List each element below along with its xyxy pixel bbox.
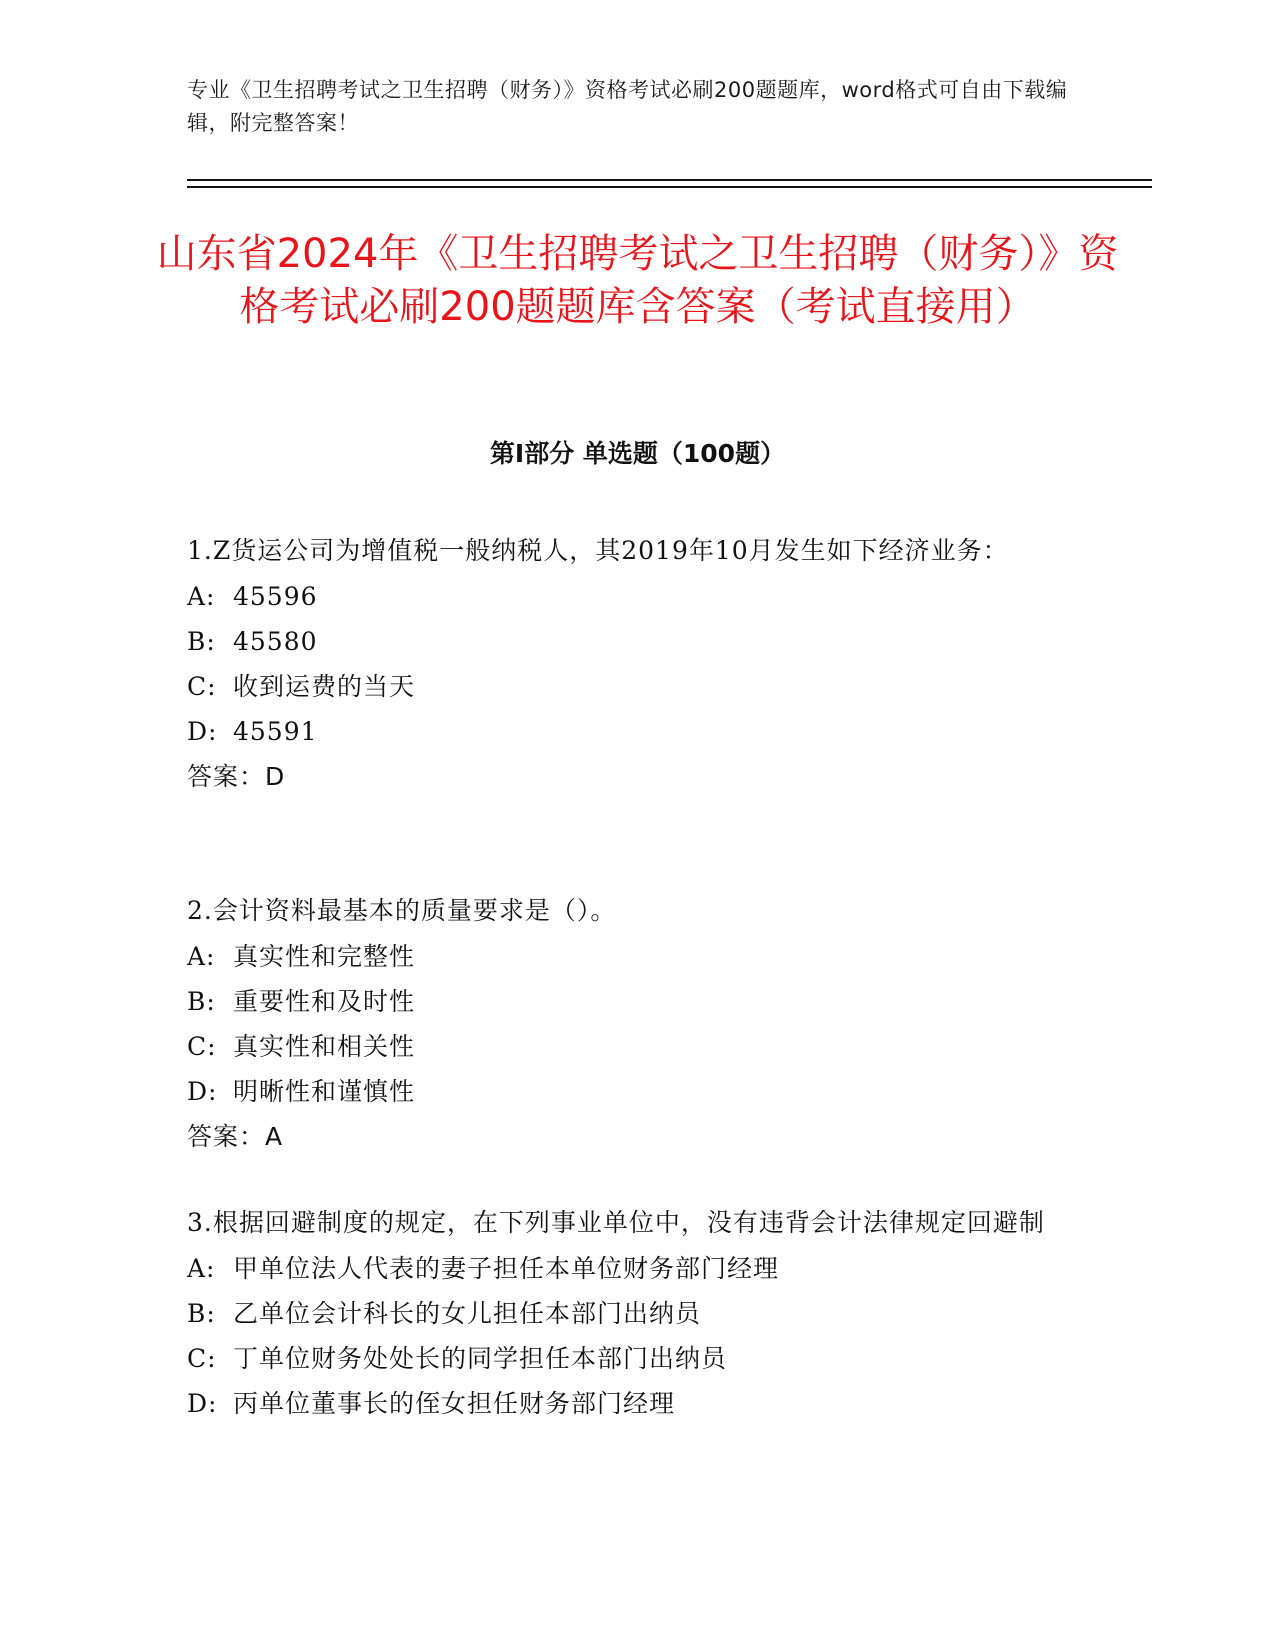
option-text: 45596 (233, 582, 318, 611)
document-title: 山东省2024年《卫生招聘考试之卫生招聘（财务）》资格考试必刷200题题库含答案（考试直接用） (156, 231, 1119, 330)
option-d (187, 709, 1087, 754)
option-b (187, 1291, 1087, 1336)
option-b (187, 619, 1087, 664)
header-divider-bottom (187, 186, 1152, 188)
option-text: 收到运费的当天 (233, 672, 416, 701)
option-key: A: (187, 942, 216, 971)
option-key: B: (187, 1299, 216, 1328)
option-a (187, 934, 1087, 979)
question-3 (187, 1200, 1087, 1426)
option-key: A: (187, 1254, 216, 1283)
option-text: 真实性和完整性 (233, 942, 416, 971)
section-heading: 第I部分 单选题（100题） (489, 439, 786, 468)
option-text: 明晰性和谨慎性 (233, 1077, 416, 1106)
option-text: 乙单位会计科长的女儿担任本部门出纳员 (233, 1299, 702, 1328)
option-text: 甲单位法人代表的妻子担任本单位财务部门经理 (233, 1254, 780, 1283)
option-key: B: (187, 627, 216, 656)
option-b (187, 979, 1087, 1024)
option-text: 丙单位董事长的侄女担任财务部门经理 (233, 1389, 676, 1418)
option-text: 丁单位财务处处长的同学担任本部门出纳员 (233, 1344, 728, 1373)
answer-line: 答案：D (187, 762, 286, 791)
option-d (187, 1381, 1087, 1426)
option-key: D: (187, 1389, 218, 1418)
header-divider-top (187, 179, 1152, 181)
question-1 (187, 528, 1087, 800)
option-c (187, 1024, 1087, 1069)
answer-line: 答案：A (187, 1122, 284, 1151)
option-d (187, 1069, 1087, 1114)
option-key: D: (187, 1077, 218, 1106)
option-text: 45580 (233, 627, 318, 656)
option-key: B: (187, 987, 216, 1016)
option-key: C: (187, 672, 217, 701)
option-key: C: (187, 1032, 217, 1061)
question-stem: 2.会计资料最基本的质量要求是（）。 (187, 896, 617, 925)
option-a (187, 1246, 1087, 1291)
header-note: 专业《卫生招聘考试之卫生招聘（财务）》资格考试必刷200题题库，word格式可自由下载编辑，附完整答案！ (187, 78, 1068, 135)
option-c (187, 1336, 1087, 1381)
option-key: A: (187, 582, 216, 611)
option-text: 重要性和及时性 (233, 987, 416, 1016)
question-stem: 1.Z货运公司为增值税一般纳税人，其2019年10月发生如下经济业务： (187, 536, 1009, 565)
option-key: D: (187, 717, 218, 746)
option-key: C: (187, 1344, 217, 1373)
option-text: 45591 (233, 717, 318, 746)
option-c (187, 664, 1087, 709)
question-2 (187, 888, 1087, 1160)
question-stem: 3.根据回避制度的规定，在下列事业单位中，没有违背会计法律规定回避制 (187, 1208, 1045, 1237)
option-text: 真实性和相关性 (233, 1032, 416, 1061)
option-a (187, 574, 1087, 619)
